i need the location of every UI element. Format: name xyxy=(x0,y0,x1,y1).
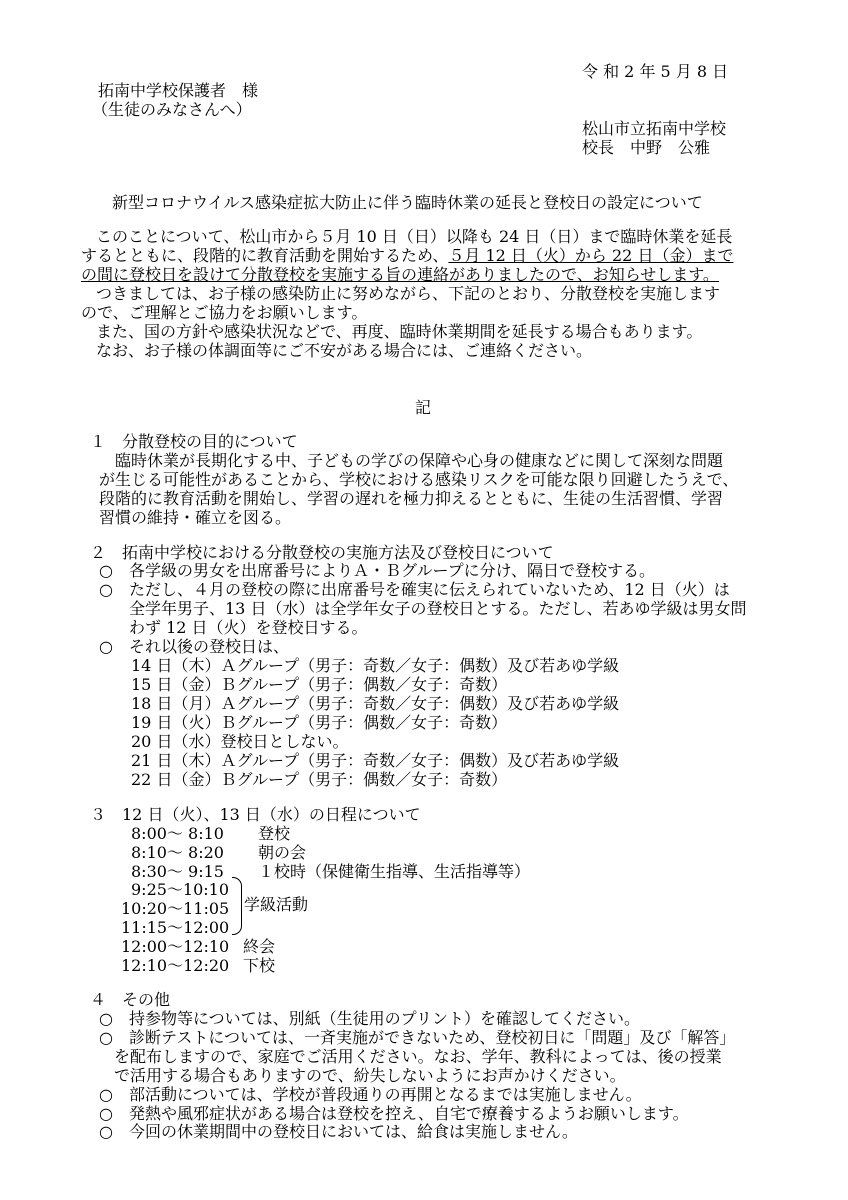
section1-line: 習慣の維持・確立を図る。 xyxy=(99,508,292,527)
intro-line-2-text: するとともに、段階的に教育活動を開始するため、 xyxy=(81,246,449,265)
recipient-line1: 拓南中学校保護者 様 xyxy=(98,81,259,100)
intro-line-3 xyxy=(81,265,719,284)
schedule-time: 8:10～ 8:20 xyxy=(131,843,224,862)
section4-item: ○ 発熱や風邪症状がある場合は登校を控え、自宅で療養するようお願いします。 xyxy=(99,1104,689,1123)
sender-school: 松山市立拓南中学校 xyxy=(582,119,727,138)
school-day-item: 14 日（木）Ａグループ（男子：奇数／女子：偶数）及び若あゆ学級 xyxy=(131,656,620,675)
bracket-shape xyxy=(232,877,242,935)
section4-item-cont: を配布しますので、家庭でご活用ください。なお、学年、教科によっては、後の授業 xyxy=(114,1047,722,1066)
section1-heading: １ 分散登校の目的について xyxy=(90,432,298,451)
schedule-time: 11:15～12:00 xyxy=(121,918,230,937)
schedule-time: 12:10～12:20 xyxy=(121,956,230,975)
schedule-activity: １校時（保健衛生指導、生活指導等） xyxy=(258,862,531,881)
section2-bullet-2: ○ ただし、４月の登校の際に出席番号を確実に伝えられていないため、12 日（火）は xyxy=(99,580,730,599)
section4-item-cont: で活用する場合もありますので、紛失しないようにお声かけください。 xyxy=(114,1066,626,1085)
school-day-item: 21 日（木）Ａグループ（男子：奇数／女子：偶数）及び若あゆ学級 xyxy=(131,751,620,770)
section1-line: 臨時休業が長期化する中、子どもの学びの保障や心身の健康などに関して深刻な問題 xyxy=(115,451,724,470)
issue-date: 令 和 2 年 5 月 8 日 xyxy=(582,62,729,81)
intro-line-2 xyxy=(81,246,733,265)
section3-heading: ３ 12 日（火）、13 日（水）の日程について xyxy=(90,805,421,824)
section4-item: ○ 診断テストについては、一斉実施ができないため、登校初日に「問題」及び「解答」 xyxy=(99,1028,736,1047)
section1-line: が生じる可能性があることから、学校における感染リスクを可能な限り回避したうえで、 xyxy=(99,470,739,489)
recipient-line2: （生徒のみなさんへ） xyxy=(92,100,252,119)
schedule-time: 8:00～ 8:10 xyxy=(131,824,224,843)
schedule-activity: 終会 xyxy=(243,937,276,956)
section2-heading: ２ 拓南中学校における分散登校の実施方法及び登校日について xyxy=(90,543,554,562)
intro-line-3-text: 旨の連絡がありましたので、お知らせします。 xyxy=(385,265,719,284)
schedule-time: 10:20～11:05 xyxy=(121,899,230,918)
section2-bullet-2-cont: 全学年男子、13 日（水）は全学年女子の登校日とする。ただし、若あゆ学級は男女問 xyxy=(129,599,747,618)
section2-bullet-3: ○ それ以後の登校日は、 xyxy=(99,637,289,656)
ki-heading: 記 xyxy=(415,398,432,417)
school-day-item: 22 日（金）Ｂグループ（男子：偶数／女子：奇数） xyxy=(131,770,508,789)
intro-line-7: なお、お子様の体調面等にご不安がある場合には、ご連絡ください。 xyxy=(96,341,593,360)
intro-line-5: ので、ご理解とご協力をお願いします。 xyxy=(81,303,368,322)
schedule-activity: 下校 xyxy=(243,956,276,975)
document-title: 新型コロナウイルス感染症拡大防止に伴う臨時休業の延長と登校日の設定について xyxy=(112,193,703,212)
section4-heading: ４ その他 xyxy=(90,990,171,1009)
school-day-item: 15 日（金）Ｂグループ（男子：偶数／女子：奇数） xyxy=(131,675,508,694)
schedule-time: 8:30～ 9:15 xyxy=(131,862,224,881)
section2-bullet-1: ○ 各学級の男女を出席番号によりＡ・Ｂグループに分け、隔日で登校する。 xyxy=(99,561,656,580)
intro-line-4: つきましては、お子様の感染防止に努めながら、下記のとおり、分散登校を実施します xyxy=(96,284,721,303)
intro-line-6: また、国の方針や感染状況などで、再度、臨時休業期間を延長する場合もあります。 xyxy=(96,322,703,341)
section2-bullet-2-cont: わず 12 日（火）を登校日する。 xyxy=(129,618,368,637)
section4-item: ○ 今回の休業期間中の登校日においては、給食は実施しません。 xyxy=(99,1122,578,1141)
school-day-item: 18 日（月）Ａグループ（男子：奇数／女子：偶数）及び若あゆ学級 xyxy=(131,694,620,713)
school-day-item: 20 日（水）登校日としない。 xyxy=(131,732,349,751)
schedule-time: 12:00～12:10 xyxy=(121,937,230,956)
schedule-activity: 登校 xyxy=(258,824,291,843)
schedule-activity: 朝の会 xyxy=(258,843,307,862)
section1-line: 段階的に教育活動を開始し、学習の遅れを極力抑えるとともに、生徒の生活習慣、学習 xyxy=(99,489,724,508)
intro-action-underlined: の間に登校日を設けて分散登校を実施する xyxy=(81,265,386,284)
intro-period-underlined: ５月 12 日（火）から 22 日（金）まで xyxy=(448,246,734,265)
section4-item: ○ 持参物等については、別紙（生徒用のプリント）を確認してください。 xyxy=(99,1009,641,1028)
intro-line-1: このことについて、松山市から５月 10 日（日）以降も 24 日（日）まで臨時休業を延長 xyxy=(96,227,733,246)
school-day-item: 19 日（火）Ｂグループ（男子：偶数／女子：奇数） xyxy=(131,713,508,732)
class-activity-label: 学級活動 xyxy=(244,895,309,914)
schedule-time: 9:25～10:10 xyxy=(131,880,230,899)
sender-principal: 校長 中野 公雅 xyxy=(582,138,711,157)
section4-item: ○ 部活動については、学校が普段通りの再開となるまでは実施しません。 xyxy=(99,1085,642,1104)
